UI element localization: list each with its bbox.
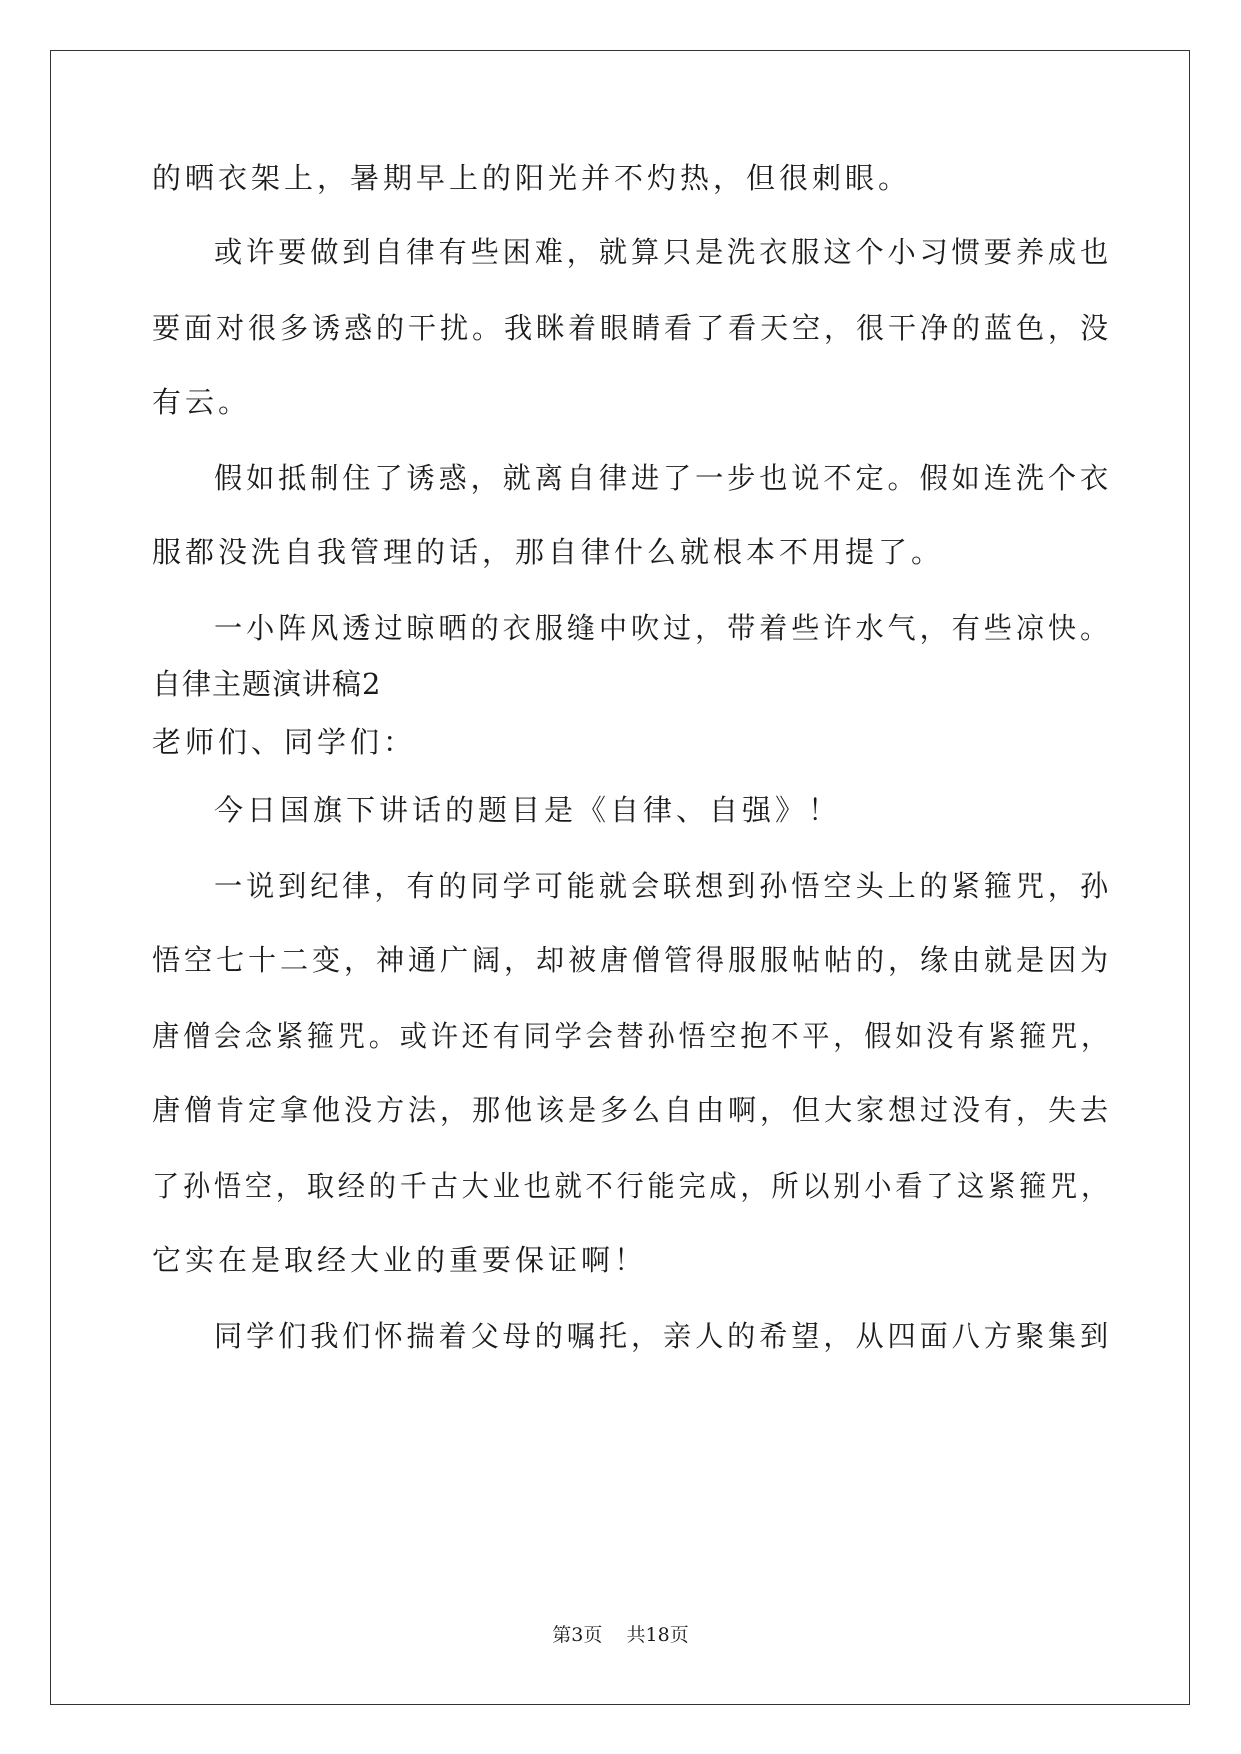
paragraph-line: 唐僧会念紧箍咒。或许还有同学会替孙悟空抱不平，假如没有紧箍咒， [152,1019,1112,1053]
page-number-footer: 第3页 共18页 [552,1624,689,1646]
paragraph-line: 一小阵风透过晾晒的衣服缝中吹过，带着些许水气，有些凉快。 [214,611,1113,645]
paragraph-line: 今日国旗下讲话的题目是《自律、自强》！ [214,793,842,827]
paragraph-line: 要面对很多诱惑的干扰。我眯着眼睛看了看天空，很干净的蓝色，没 [152,311,1113,345]
paragraph-line: 假如抵制住了诱惑，就离自律进了一步也说不定。假如连洗个衣 [214,461,1113,495]
paragraph-line: 它实在是取经大业的重要保证啊！ [152,1243,648,1277]
paragraph-line: 或许要做到自律有些困难，就算只是洗衣服这个小习惯要养成也 [214,235,1113,269]
paragraph-line: 有云。 [152,385,252,419]
paragraph-line: 同学们我们怀揣着父母的嘱托，亲人的希望，从四面八方聚集到 [214,1319,1113,1353]
section-heading: 自律主题演讲稿2 [152,667,382,701]
paragraph-line: 唐僧肯定拿他没方法，那他该是多么自由啊，但大家想过没有，失去 [152,1093,1113,1127]
salutation-line: 老师们、同学们： [152,725,417,759]
paragraph-line: 服都没洗自我管理的话，那自律什么就根本不用提了。 [152,535,945,569]
paragraph-line: 一说到纪律，有的同学可能就会联想到孙悟空头上的紧箍咒，孙 [214,869,1113,903]
paragraph-line: 悟空七十二变，神通广阔，却被唐僧管得服服帖帖的，缘由就是因为 [152,943,1113,977]
paragraph-line: 的晒衣架上，暑期早上的阳光并不灼热，但很刺眼。 [152,161,912,195]
paragraph-line: 了孙悟空，取经的千古大业也就不行能完成，所以别小看了这紧箍咒， [152,1169,1112,1203]
